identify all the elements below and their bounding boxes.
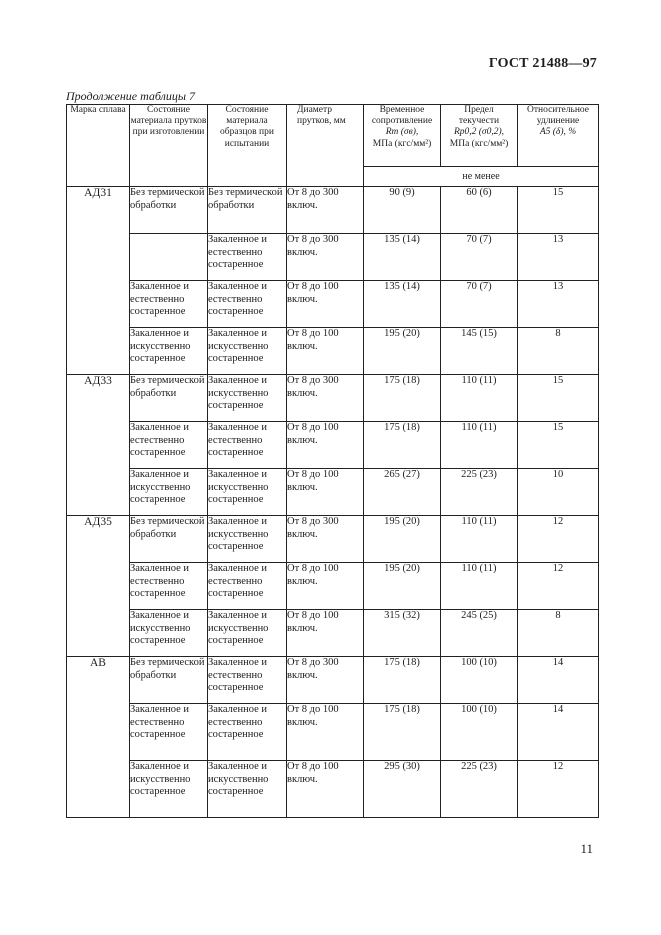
tensile-label-2: сопротивление [371,116,433,127]
supply-state-cell [130,234,208,281]
diameter-cell: От 8 до 100 включ. [287,761,364,818]
col-header-elongation [518,105,599,167]
elongation-cell: 13 [518,281,599,328]
supply-state-cell: Без термической обработки [130,375,208,422]
yield-label-1: Предел [464,105,494,115]
tensile-cell: 265 (27) [364,469,441,516]
tensile-cell: 295 (30) [364,761,441,818]
supply-state-cell: Закаленное и искусственно состаренное [130,469,208,516]
yield-cell: 100 (10) [441,657,518,704]
table-row [67,187,599,234]
supply-state-cell: Закаленное и искусственно состаренное [130,610,208,657]
elongation-cell: 15 [518,422,599,469]
sample-state-cell: Закаленное и искусственно состаренное [208,469,287,516]
sample-state-cell: Закаленное и искусственно состаренное [208,516,287,563]
tensile-cell: 195 (20) [364,563,441,610]
sample-state-cell: Закаленное и естественно состаренное [208,234,287,281]
table-row [67,234,599,281]
tensile-cell: 175 (18) [364,422,441,469]
elongation-cell: 12 [518,563,599,610]
sample-state-cell: Закаленное и искусственно состаренное [208,375,287,422]
yield-cell: 110 (11) [441,563,518,610]
sample-state-cell: Закаленное и искусственно состаренное [208,610,287,657]
diameter-cell: От 8 до 100 включ. [287,704,364,761]
supply-state-cell: Закаленное и естественно состаренное [130,563,208,610]
supply-state-cell: Закаленное и искусственно состаренное [130,328,208,375]
tensile-cell: 135 (14) [364,281,441,328]
yield-cell: 245 (25) [441,610,518,657]
diameter-cell: От 8 до 300 включ. [287,657,364,704]
col-header-diameter: Диаметр прутков, мм [287,105,364,187]
diameter-cell: От 8 до 300 включ. [287,234,364,281]
supply-state-cell: Без термической обработки [130,516,208,563]
grade-cell: АД35 [67,516,130,657]
tensile-cell: 195 (20) [364,516,441,563]
col-header-yield [441,105,518,167]
col-header-supply-state: Состояние материала прутков при изготовлении [130,105,208,187]
table-row [67,761,599,818]
tensile-unit: МПа (кгс/мм²) [372,138,432,149]
yield-cell: 60 (6) [441,187,518,234]
yield-cell: 110 (11) [441,516,518,563]
tensile-cell: 175 (18) [364,657,441,704]
tensile-cell: 175 (18) [364,375,441,422]
elongation-cell: 14 [518,657,599,704]
sample-state-cell: Закаленное и естественно состаренное [208,281,287,328]
grade-cell: АВ [67,657,130,818]
table-row [67,328,599,375]
col-header-sample-state: Состояние материала образцов при испытании [208,105,287,187]
yield-cell: 70 (7) [441,234,518,281]
diameter-cell: От 8 до 100 включ. [287,469,364,516]
elongation-cell: 8 [518,328,599,375]
supply-state-cell: Без термической обработки [130,657,208,704]
tensile-cell: 195 (20) [364,328,441,375]
page-number: 11 [580,841,593,856]
table-row [67,469,599,516]
sample-state-cell: Закаленное и искусственно состаренное [208,761,287,818]
table-row [67,422,599,469]
elong-label-1: Относительное [527,105,589,115]
diameter-cell: От 8 до 100 включ. [287,281,364,328]
elongation-cell: 12 [518,516,599,563]
table-continuation-caption: Продолжение таблицы 7 [66,89,196,103]
yield-cell: 225 (23) [441,761,518,818]
tensile-cell: 90 (9) [364,187,441,234]
elongation-cell: 12 [518,761,599,818]
mechanical-properties-table [66,104,599,818]
yield-cell: 100 (10) [441,704,518,761]
supply-state-cell: Без термической обработки [130,187,208,234]
table-row [67,657,599,704]
diameter-cell: От 8 до 100 включ. [287,610,364,657]
yield-cell: 145 (15) [441,328,518,375]
yield-label-2: текучести [458,116,500,127]
diameter-cell: От 8 до 300 включ. [287,516,364,563]
yield-symbol: Rp0,2 (σ0,2), [453,127,505,138]
diameter-cell: От 8 до 100 включ. [287,563,364,610]
yield-cell: 70 (7) [441,281,518,328]
col-header-tensile [364,105,441,167]
elongation-cell: 14 [518,704,599,761]
elong-label-2: удлинение [536,116,580,127]
supply-state-cell: Закаленное и естественно состаренное [130,704,208,761]
grade-cell: АД31 [67,187,130,375]
yield-unit: МПа (кгс/мм²) [449,138,509,149]
grade-cell: АД33 [67,375,130,516]
diameter-cell: От 8 до 100 включ. [287,328,364,375]
yield-cell: 110 (11) [441,422,518,469]
elong-symbol: A5 (δ), % [539,127,577,138]
document-code: ГОСТ 21488—97 [488,56,597,71]
col-header-grade: Марка сплава [67,105,130,187]
tensile-cell: 135 (14) [364,234,441,281]
sample-state-cell: Закаленное и естественно состаренное [208,704,287,761]
tensile-cell: 175 (18) [364,704,441,761]
table-row [67,704,599,761]
supply-state-cell: Закаленное и естественно состаренное [130,281,208,328]
diameter-cell: От 8 до 300 включ. [287,187,364,234]
sample-state-cell: Закаленное и естественно состаренное [208,422,287,469]
elongation-cell: 15 [518,187,599,234]
elongation-cell: 13 [518,234,599,281]
min-note: не менее [364,167,599,187]
supply-state-cell: Закаленное и искусственно состаренное [130,761,208,818]
table-row [67,610,599,657]
sample-state-cell: Закаленное и искусственно состаренное [208,328,287,375]
tensile-symbol: Rm (σв), [385,127,419,138]
diameter-cell: От 8 до 100 включ. [287,422,364,469]
diameter-cell: От 8 до 300 включ. [287,375,364,422]
table-row [67,563,599,610]
tensile-label-1: Временное [379,105,425,115]
yield-cell: 110 (11) [441,375,518,422]
tensile-cell: 315 (32) [364,610,441,657]
sample-state-cell: Без термической обработки [208,187,287,234]
table-row [67,281,599,328]
sample-state-cell: Закаленное и естественно состаренное [208,563,287,610]
table-row [67,516,599,563]
elongation-cell: 10 [518,469,599,516]
elongation-cell: 15 [518,375,599,422]
table-row [67,375,599,422]
yield-cell: 225 (23) [441,469,518,516]
supply-state-cell: Закаленное и естественно состаренное [130,422,208,469]
elongation-cell: 8 [518,610,599,657]
sample-state-cell: Закаленное и естественно состаренное [208,657,287,704]
